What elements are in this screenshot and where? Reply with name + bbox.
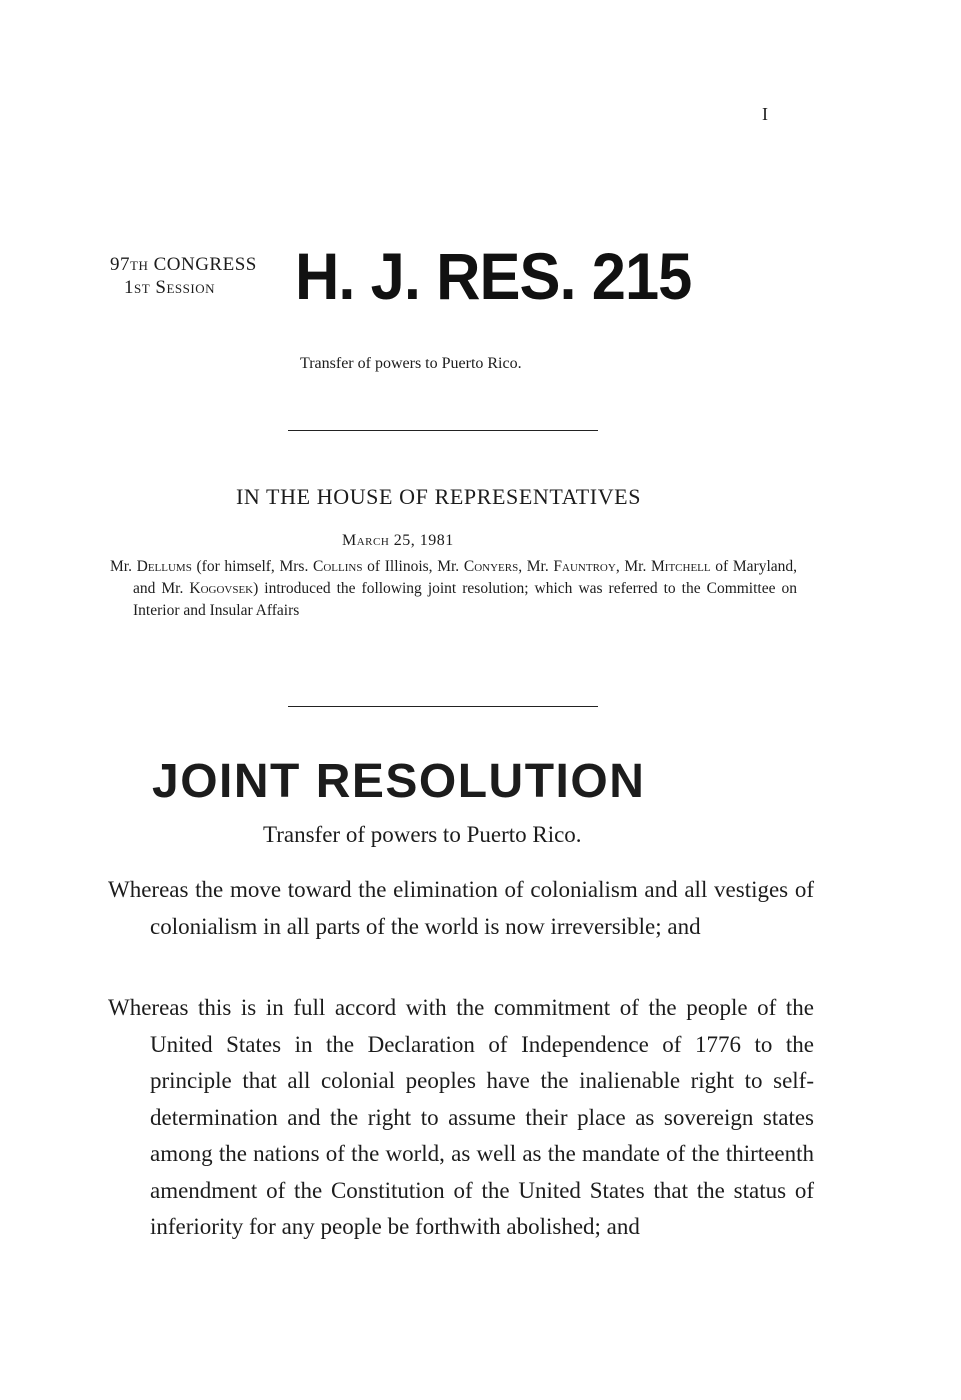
sponsor-text: of Maryland, and Mr. <box>133 558 798 597</box>
sponsor-name: Mitchell <box>651 558 711 575</box>
session-number: 1 <box>124 277 134 298</box>
sponsor-text: of Illinois, Mr. <box>362 558 464 575</box>
sponsor-name: Kogovsek <box>189 580 254 597</box>
chamber-heading <box>0 484 961 510</box>
sponsor-text: (for himself, Mrs. <box>191 558 314 575</box>
divider-rule <box>288 430 598 431</box>
sponsor-name: Collins <box>313 558 363 575</box>
sponsor-name: Conyers <box>463 558 519 575</box>
sponsor-text: , Mr. <box>518 558 554 575</box>
joint-resolution-heading: JOINT RESOLUTION <box>152 755 646 808</box>
session-word: Session <box>155 277 215 298</box>
whereas-clause-2: Whereas this is in full accord with the commitment of the people of the United States in the Declaration of Independence of 1776 to the principle that all colonial peoples have the inalienable right to self-determination and the right to assume their place as sovereign states among the nations of the world, as well as the mandate of the thirteenth amendment of the Constitution of the United States that the status of inferiority for any people be forthwith abolished; and <box>108 995 814 1239</box>
sponsors-paragraph <box>110 556 797 622</box>
whereas-clause-1: Whereas the move toward the elimination of colonialism and all vestiges of colonialism in all parts of the world is now irreversible; and <box>108 877 814 939</box>
congress-number: 97 <box>110 254 130 275</box>
sponsor-name: Dellums <box>136 558 192 575</box>
sponsor-text: Mr. <box>110 558 137 575</box>
page-number: I <box>762 104 768 124</box>
session-line <box>110 277 290 300</box>
short-title: Transfer of powers to Puerto Rico. <box>300 355 522 372</box>
congress-suffix: TH <box>130 258 149 273</box>
chamber-text: IN THE HOUSE OF REPRESENTATIVES <box>235 484 642 509</box>
sponsor-text: , Mr. <box>615 558 652 575</box>
introduction-date <box>342 532 454 550</box>
sponsor-name: Fauntroy <box>553 558 616 575</box>
session-suffix: ST <box>134 281 151 296</box>
congress-line <box>110 254 290 277</box>
joint-resolution-subtitle: Transfer of powers to Puerto Rico. <box>263 822 582 847</box>
date-day-year: 25, 1981 <box>393 532 454 549</box>
congress-word: CONGRESS <box>153 254 257 275</box>
sponsor-text: ) introduced the following joint resolution; which was referred to the Committee on Interior and Insular Affairs <box>133 580 797 619</box>
divider-rule <box>288 706 598 707</box>
bill-number: H. J. RES. 215 <box>295 239 692 313</box>
congress-session-block <box>110 254 290 300</box>
date-month: March <box>342 532 390 549</box>
